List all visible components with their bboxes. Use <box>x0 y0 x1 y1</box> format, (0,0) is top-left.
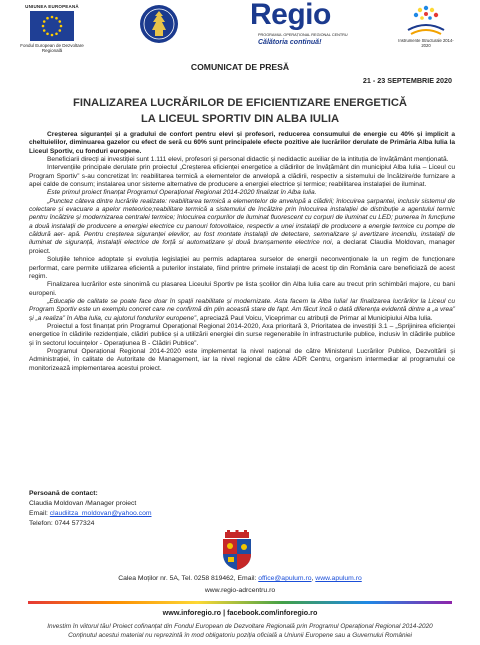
apulum-web-link[interactable]: www.apulum.ro <box>315 575 362 582</box>
paragraph-program: Programul Operațional Regional 2014-2020 este implementat la nivel național de către Ministerul Lucrărilor Publice, Dezvoltării și Administrației, în calitate de Autoritate de Management, iar la nivel regional de către ADR Centru, organism intermediar al programului ce monitorizează implementarea acestui proiect. <box>29 347 455 372</box>
alba-iulia-crest-icon <box>219 530 255 570</box>
regio-brand <box>250 0 331 32</box>
regio-slogan: Călătoria continuă! <box>258 39 322 46</box>
paragraph-beneficiaries: Beneficiarii direcți ai investiției sunt 1.111 elevi, profesori și personal didactic și nedidactic auxiliar de la intituția de învățământ menționată. <box>47 156 449 164</box>
social-links[interactable]: www.inforegio.ro | facebook.com/inforegio.ro <box>162 608 318 617</box>
eu-title: UNIUNEA EUROPEANĂ <box>25 4 79 9</box>
paragraph-interventions: Intervențiile principale derulate prin proiectul „Creșterea eficienței energetice a clădirilor de învățământ din municipiul Alba Iulia – Liceul cu Program Sportiv” s-au concretizat în: reabilitarea termică a elementelor de anvelopă a clădirii, respectiv a sistemului de încălzire/de furnizare a apei calde de consum; instalarea unor sisteme alternative de producere a energiei electrice și termice; reabilitarea instalației de iluminat. <box>29 164 455 189</box>
header-logos <box>0 0 480 56</box>
contact-email-link[interactable]: claudiitza_moldovan@yahoo.com <box>49 510 152 517</box>
eu-logo <box>14 4 90 53</box>
address-text: Calea Moților nr. 5A, Tel. 0258 819462, Email: <box>118 575 259 582</box>
paragraph-manager-quote <box>29 198 455 256</box>
address-block <box>0 573 480 597</box>
document-title <box>0 95 480 127</box>
eu-flag-icon <box>30 11 74 41</box>
document-kind: COMUNICAT DE PRESĂ <box>190 62 290 72</box>
contact-name: Claudia Moldovan /Manager proiect <box>29 500 137 507</box>
footer-line-1: Investim în viitorul tău! Proiect cofinanțat din Fondul European de Dezvoltare Regională prin Programul Operațional Regional 2014-2020 <box>47 623 433 630</box>
footer-disclaimer <box>10 622 470 640</box>
contact-block <box>29 489 329 529</box>
vicemayor-quote: „Educație de calitate se poate face doar în spații reabilitate și modernizate. Asta facem la Alba Iulia! Iar finalizarea lucrărilor la Liceul cu Program Sportiv este un exemplu concret care ne confirmă din plin această stare de fapt. Am făcut încă o dată diferența evidentă dintre a „a vrea” și „a realiza” în Alba Iulia, cu ajutorul fondurilor europene” <box>29 297 455 322</box>
regio-logo <box>246 0 366 52</box>
contact-label: Persoană de contact: <box>29 490 98 497</box>
eu-subtitle: Fondul European de Dezvoltare Regională <box>20 43 84 53</box>
regio-program: PROGRAMUL OPERAȚIONAL REGIONAL CENTRU <box>258 33 348 37</box>
manager-attribution: , a declarat Claudia Moldovan, manager proiect. <box>29 239 455 255</box>
contact-phone: Telefon: 0744 577324 <box>29 520 95 527</box>
footer-line-2: Conținutul acestui material nu reprezintă în mod obligatoriu poziția oficială a Uniunii Europene sau a Guvernului României <box>68 632 412 639</box>
structural-instruments-caption: Instrumente Structurale 2014-2020 <box>398 38 454 48</box>
regio-web-line[interactable]: www.regio-adrcentru.ro <box>204 587 276 594</box>
paragraph-technical-solutions: Soluțiile tehnice adoptate și evoluția legislației au permis adaptarea surselor de energii neconvenționale la un regim de funcționare performat, care permite utilizarea eficientă a puterilor instalate, fiind printre primele instalații de acest tip din România care beneficiază de acest regim. <box>29 256 455 280</box>
contact-email-label: Email: <box>29 510 48 517</box>
paragraph-finalization: Finalizarea lucrărilor este sinonimă cu plasarea Liceului Sportiv pe lista școlilor din Alba Iulia care au trecut prin schimbări majore, cu bani europeni. <box>29 281 455 297</box>
title-line-1: FINALIZAREA LUCRĂRILOR DE EFICIENTIZARE ENERGETICĂ <box>73 97 407 109</box>
vicemayor-attribution: , apreciază Paul Voicu, Viceprimar cu atribuții de Primar al Municipiului Alba Iulia. <box>196 314 433 322</box>
paragraph-vicemayor-quote <box>29 298 455 323</box>
paragraph-financing: Proiectul a fost finanțat prin Programul Operațional Regional 2014-2020, Axa prioritară 3, Prioritatea de investiții 3.1 – „Sprijinirea eficienței energetice în clădirile rezidențiale, clădiri publice și a utilizării energiei din surse regenerabile în infrastructurile publice, inclusiv în clădirile publice și în sectorul locuințelor - Operațiunea B - Clădiri Publice”. <box>29 322 455 347</box>
paragraph-first-project: Este primul proiect finanțat Programul Operațional Regional 2014-2020 finalizat în Alba Iulia. <box>47 189 317 197</box>
paragraph-lead: Creșterea siguranței și a gradului de confort pentru elevi și profesori, reducerea consumului de energie cu 40% și implicit a cheltuielilor, diminuarea gazelor cu efect de seră cu 60% sunt principalele efecte pozitive ale lucrărilor derulate de Primăria Alba Iulia la Liceul Sportiv, cu fonduri europene. <box>29 131 455 155</box>
romanian-government-logo <box>139 2 179 50</box>
document-date: 21 - 23 SEPTEMBRIE 2020 <box>362 76 452 85</box>
contact-email-row <box>29 509 329 519</box>
office-email-link[interactable]: office@apulum.ro <box>258 575 312 582</box>
structural-instruments-logo <box>396 2 456 52</box>
article-body <box>29 131 455 373</box>
address-line <box>0 573 480 585</box>
manager-quote: „Punctez câteva dintre lucrările realizate: reabilitarea termică a elementelor de anvelopă a clădirii; înlocuirea șarpantei, inclusiv sistemul de colectare și evacuare a apelor meteorice;reabilitare termică a sistemului de încălzire prin înlocuirea instalației de distribuție a agentului termic pentru încălzire și modernizarea centralei termice; înlocuirea corpurilor de iluminat fluorescent cu corpuri de iluminat cu LED; punerea în funcțiune a două instalații de producere a energiei electrice cu panouri fotovoltaice, respectiv a unei instalații de producere a energie termice cu pompe de căldură aer- apă. Pentru creșterea siguranței elevilor, au fost montate instalații de detectare, semnalizare și avertizare incendiu, instalații de iluminat de siguranță, instalații electrice de forță si automatizare și două branșamente electrice noi <box>29 197 455 247</box>
rainbow-divider <box>28 601 452 604</box>
regio-brand-text: Regio <box>250 0 331 31</box>
address-sep: , <box>311 575 316 582</box>
title-line-2: LA LICEUL SPORTIV DIN ALBA IULIA <box>140 113 340 125</box>
